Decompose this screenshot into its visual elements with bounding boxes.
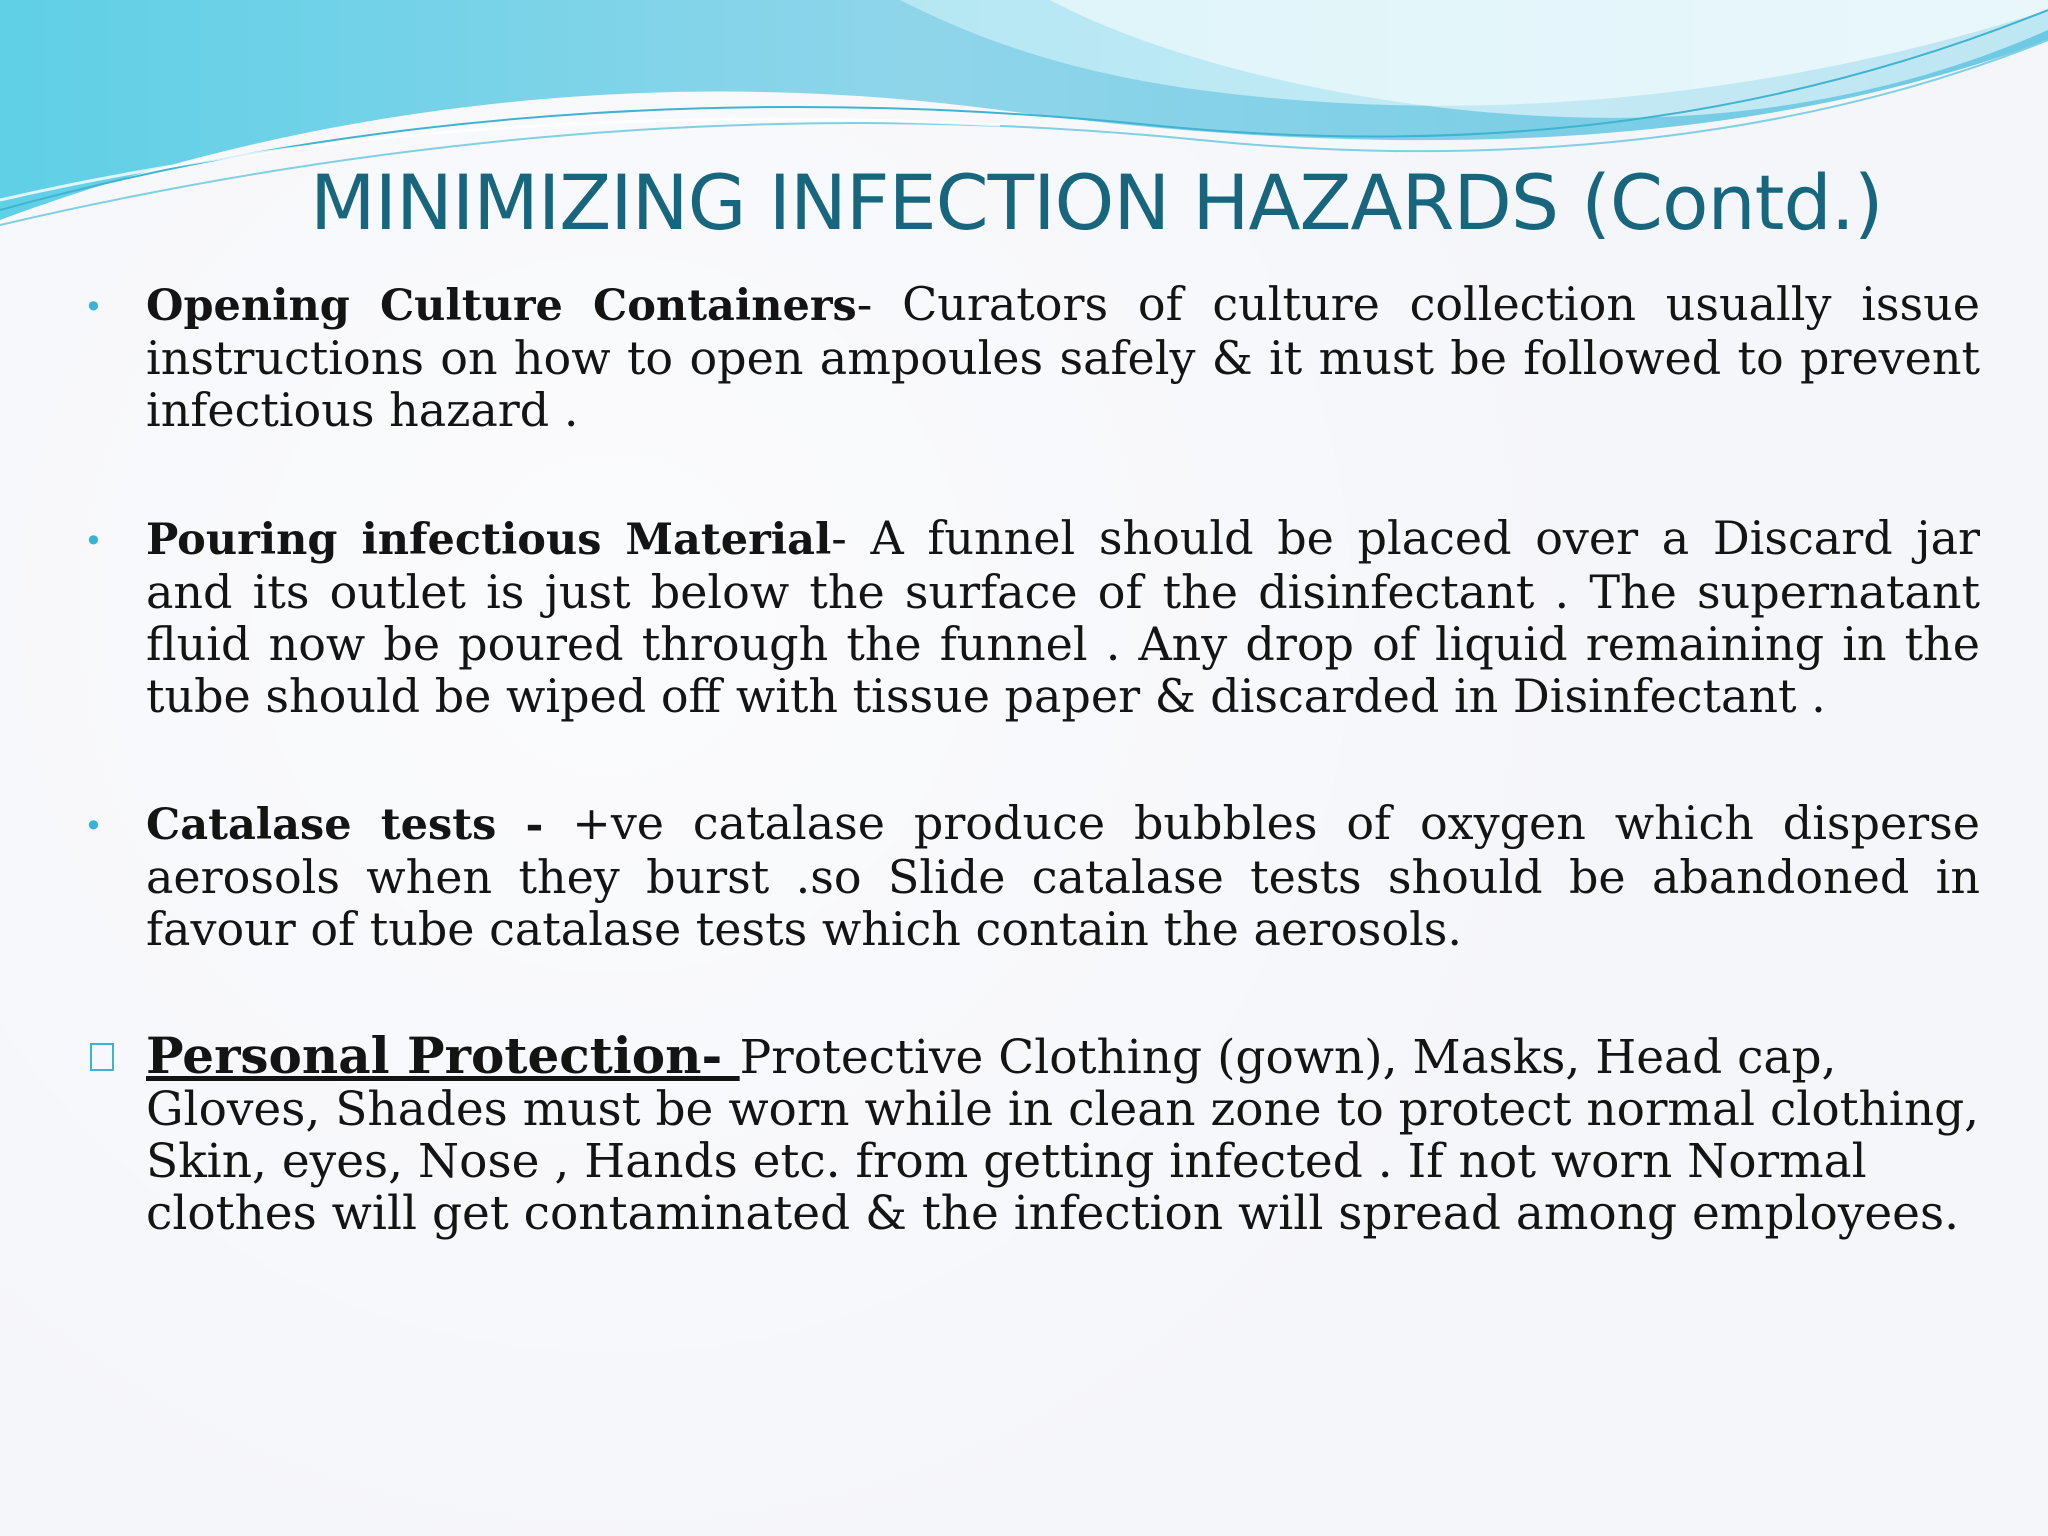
bullet-lead: Personal Protection-	[146, 1026, 740, 1085]
bullet-marker: •	[84, 807, 103, 845]
bullet-item-personal-protection	[146, 1026, 1980, 1241]
bullet-text: - Curators of culture collection usually issue instructions on how to open ampoules safely & it must be followed to prevent infectious hazard .	[146, 277, 1980, 437]
bullet-marker: •	[84, 288, 103, 326]
bullet-marker: •	[84, 522, 103, 560]
bullet-lead: Pouring infectious Material	[146, 515, 832, 565]
bullet-item-pouring-infectious-material	[146, 512, 1980, 722]
bullet-lead: Opening Culture Containers	[146, 281, 857, 331]
bullet-text: +ve catalase produce bubbles of oxygen which disperse aerosols when they burst .so Slide catalase tests should be abandoned in favour of tube catalase tests which contain the aerosols.	[146, 796, 1980, 956]
bullet-text: Protective Clothing (gown), Masks, Head cap, Gloves, Shades must be worn while in clean zone to protect normal clothing, Skin, eyes, Nose , Hands etc. from getting infected . If not worn Normal clothes will get contaminated & the infection will spread among employees.	[146, 1030, 1980, 1241]
bullet-item-catalase-tests	[146, 797, 1980, 955]
slide-title: MINIMIZING INFECTION HAZARDS (Contd.)	[310, 158, 1883, 247]
bullet-text: - A funnel should be placed over a Discard jar and its outlet is just below the surface of the disinfectant . The supernatant fluid now be poured through the funnel . Any drop of liquid remaining in the tube should be wiped off with tissue paper & discarded in Disinfectant .	[146, 511, 1980, 723]
bullet-item-opening-culture-containers	[146, 278, 1980, 436]
box-bullet-marker	[90, 1043, 114, 1071]
bullet-lead: Catalase tests -	[146, 800, 544, 850]
